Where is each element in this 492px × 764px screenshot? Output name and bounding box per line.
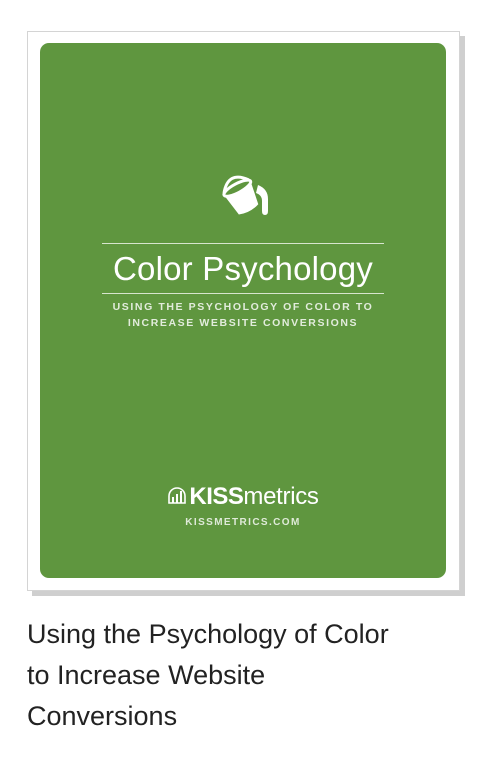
caption-line-3: Conversions: [27, 701, 178, 731]
title-bottom-divider: [102, 293, 384, 294]
ebook-card[interactable]: [27, 31, 460, 591]
brand-url: KISSMETRICS.COM: [185, 517, 301, 528]
ebook-caption[interactable]: [27, 614, 477, 737]
caption-line-2: to Increase Website: [27, 660, 266, 690]
cover-subtitle-line-1: USING THE PSYCHOLOGY OF COLOR TO: [112, 301, 374, 313]
title-top-divider: [102, 243, 384, 244]
brand-logo: [40, 483, 446, 511]
cover-subtitle: [93, 299, 393, 331]
cover-title: Color Psychology: [113, 250, 373, 287]
bar-chart-icon: [167, 487, 187, 505]
cover-subtitle-line-2: INCREASE WEBSITE CONVERSIONS: [127, 317, 359, 329]
brand-name-strong: KISS: [189, 483, 244, 510]
brand-name-light: metrics: [243, 483, 319, 510]
caption-line-1: Using the Psychology of Color: [27, 619, 389, 649]
ebook-cover[interactable]: [40, 43, 446, 578]
paint-bucket-icon: [218, 167, 274, 223]
